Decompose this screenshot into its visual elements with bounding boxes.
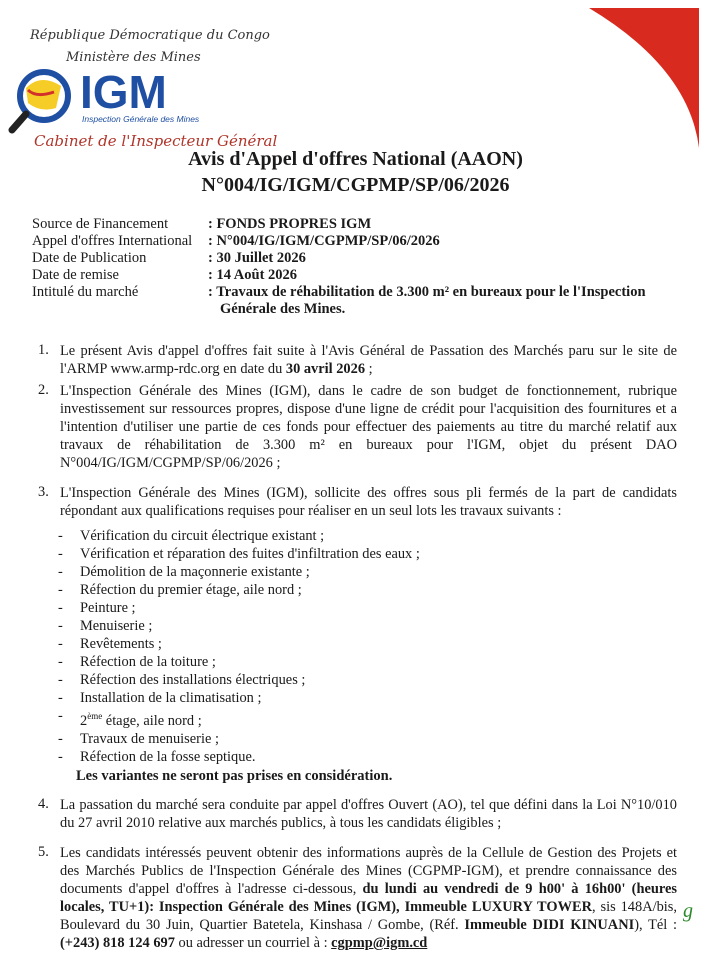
paragraph-number: 1. [38,342,49,358]
corner-decoration [589,8,699,148]
info-value: : 30 Juillet 2026 [208,250,306,266]
list-item: - Réfection des installations électriques ; [58,671,420,689]
info-label: Source de Financement [32,216,169,232]
variantes-note: Les variantes ne seront pas prises en considération. [76,768,393,784]
list-item: - Démolition de la maçonnerie existante ; [58,563,420,581]
info-row [32,216,646,233]
paragraph-number: 3. [38,484,49,500]
info-row [32,284,646,318]
list-item: - Réfection de la fosse septique. [58,748,420,766]
works-list [58,527,420,766]
email-link[interactable]: cgpmp@igm.cd [331,935,428,951]
paragraph-5: Les candidats intéressés peuvent obtenir des informations auprès de la Cellule de Gestion des Projets et des Marchés Publics de l'Inspection Générale des Mines (CGPMP-IGM), et prendre connaissance des documents d'appel d'offres à l'adresse ci-dessous, du lundi au vendredi de 9 h00' à 16h00' (heures locales, TU+1): Inspection Générale des Mines (IGM), Immeuble LUXURY TOWER, sis 148A/bis, Boulevard du 30 Juin, Quartier Batetela, Kinshasa / Gombe, (Réf. Immeuble DIDI KINUANI), Tél : (+243) 818 124 697 ou adresser un courriel à : cgpmp@igm.cd [60,845,678,951]
info-value: : FONDS PROPRES IGM [208,216,372,232]
list-item: - Vérification et réparation des fuites d'infiltration des eaux ; [58,545,420,563]
info-value: : Travaux de réhabilitation de 3.300 m² en bureaux pour le l'Inspection Générale des Mines. [208,284,646,317]
page-title: Avis d'Appel d'offres National (AAON) [188,148,523,170]
info-row [32,267,646,284]
paragraph-1: Le présent Avis d'appel d'offres fait suite à l'Avis Général de Passation des Marchés paru sur le site de l'ARMP www.armp-rdc.org en date du 30 avril 2026 ; [60,343,677,377]
list-item: - Vérification du circuit électrique existant ; [58,527,420,545]
republic-header: République Démocratique du Congo [30,28,270,43]
info-value: : N°004/IG/IGM/CGPMP/SP/06/2026 [208,233,440,249]
info-row [32,250,646,267]
info-row [32,233,646,250]
ministry-header: Ministère des Mines [66,50,201,65]
handwritten-mark: g [683,900,693,922]
paragraph-4: La passation du marché sera conduite par appel d'offres Ouvert (AO), tel que défini dans la Loi N°10/010 du 27 avril 2010 relative aux marchés publics, à tous les candidats éligibles ; [60,797,677,831]
list-item: - Revêtements ; [58,635,420,653]
info-label: Intitulé du marché [32,284,139,300]
logo-text: IGM [80,66,167,118]
info-label: Appel d'offres International [32,233,193,249]
info-table [32,216,646,318]
list-item: - Réfection de la toiture ; [58,653,420,671]
list-item: - 2ème étage, aile nord ; [58,707,420,730]
list-item: - Réfection du premier étage, aile nord ; [58,581,420,599]
info-value: : 14 Août 2026 [208,267,298,283]
cabinet-header: Cabinet de l'Inspecteur Général [34,132,278,150]
list-item: - Travaux de menuiserie ; [58,730,420,748]
paragraph-3: L'Inspection Générale des Mines (IGM), sollicite des offres sous pli fermés de la part de candidats répondant aux qualifications requises pour réaliser en un seul lots les travaux suivants : [60,485,677,519]
list-item: - Installation de la climatisation ; [58,689,420,707]
logo-subtitle: Inspection Générale des Mines [82,114,200,124]
paragraph-number: 2. [38,382,49,398]
paragraph-2: L'Inspection Générale des Mines (IGM), dans le cadre de son budget de fonctionnement, rubrique investissement sur ressources propres, dispose d'une ligne de crédit pour l'acquisition des fournitures et a l'intention d'utiliser une partie de ces fonds pour effectuer des paiements au titre du marché relatif aux travaux de réhabilitation de 3.300 m² en bureaux pour l'IGM, objet du présent DAO N°004/IG/IGM/CGPMP/SP/06/2026 ; [60,383,677,471]
list-item: - Menuiserie ; [58,617,420,635]
info-label: Date de Publication [32,250,147,266]
reference-number: N°004/IG/IGM/CGPMP/SP/06/2026 [201,174,510,196]
info-label: Date de remise [32,267,119,283]
paragraph-number: 4. [38,796,49,812]
igm-logo [6,58,216,143]
list-item: - Peinture ; [58,599,420,617]
paragraph-number: 5. [38,844,49,860]
